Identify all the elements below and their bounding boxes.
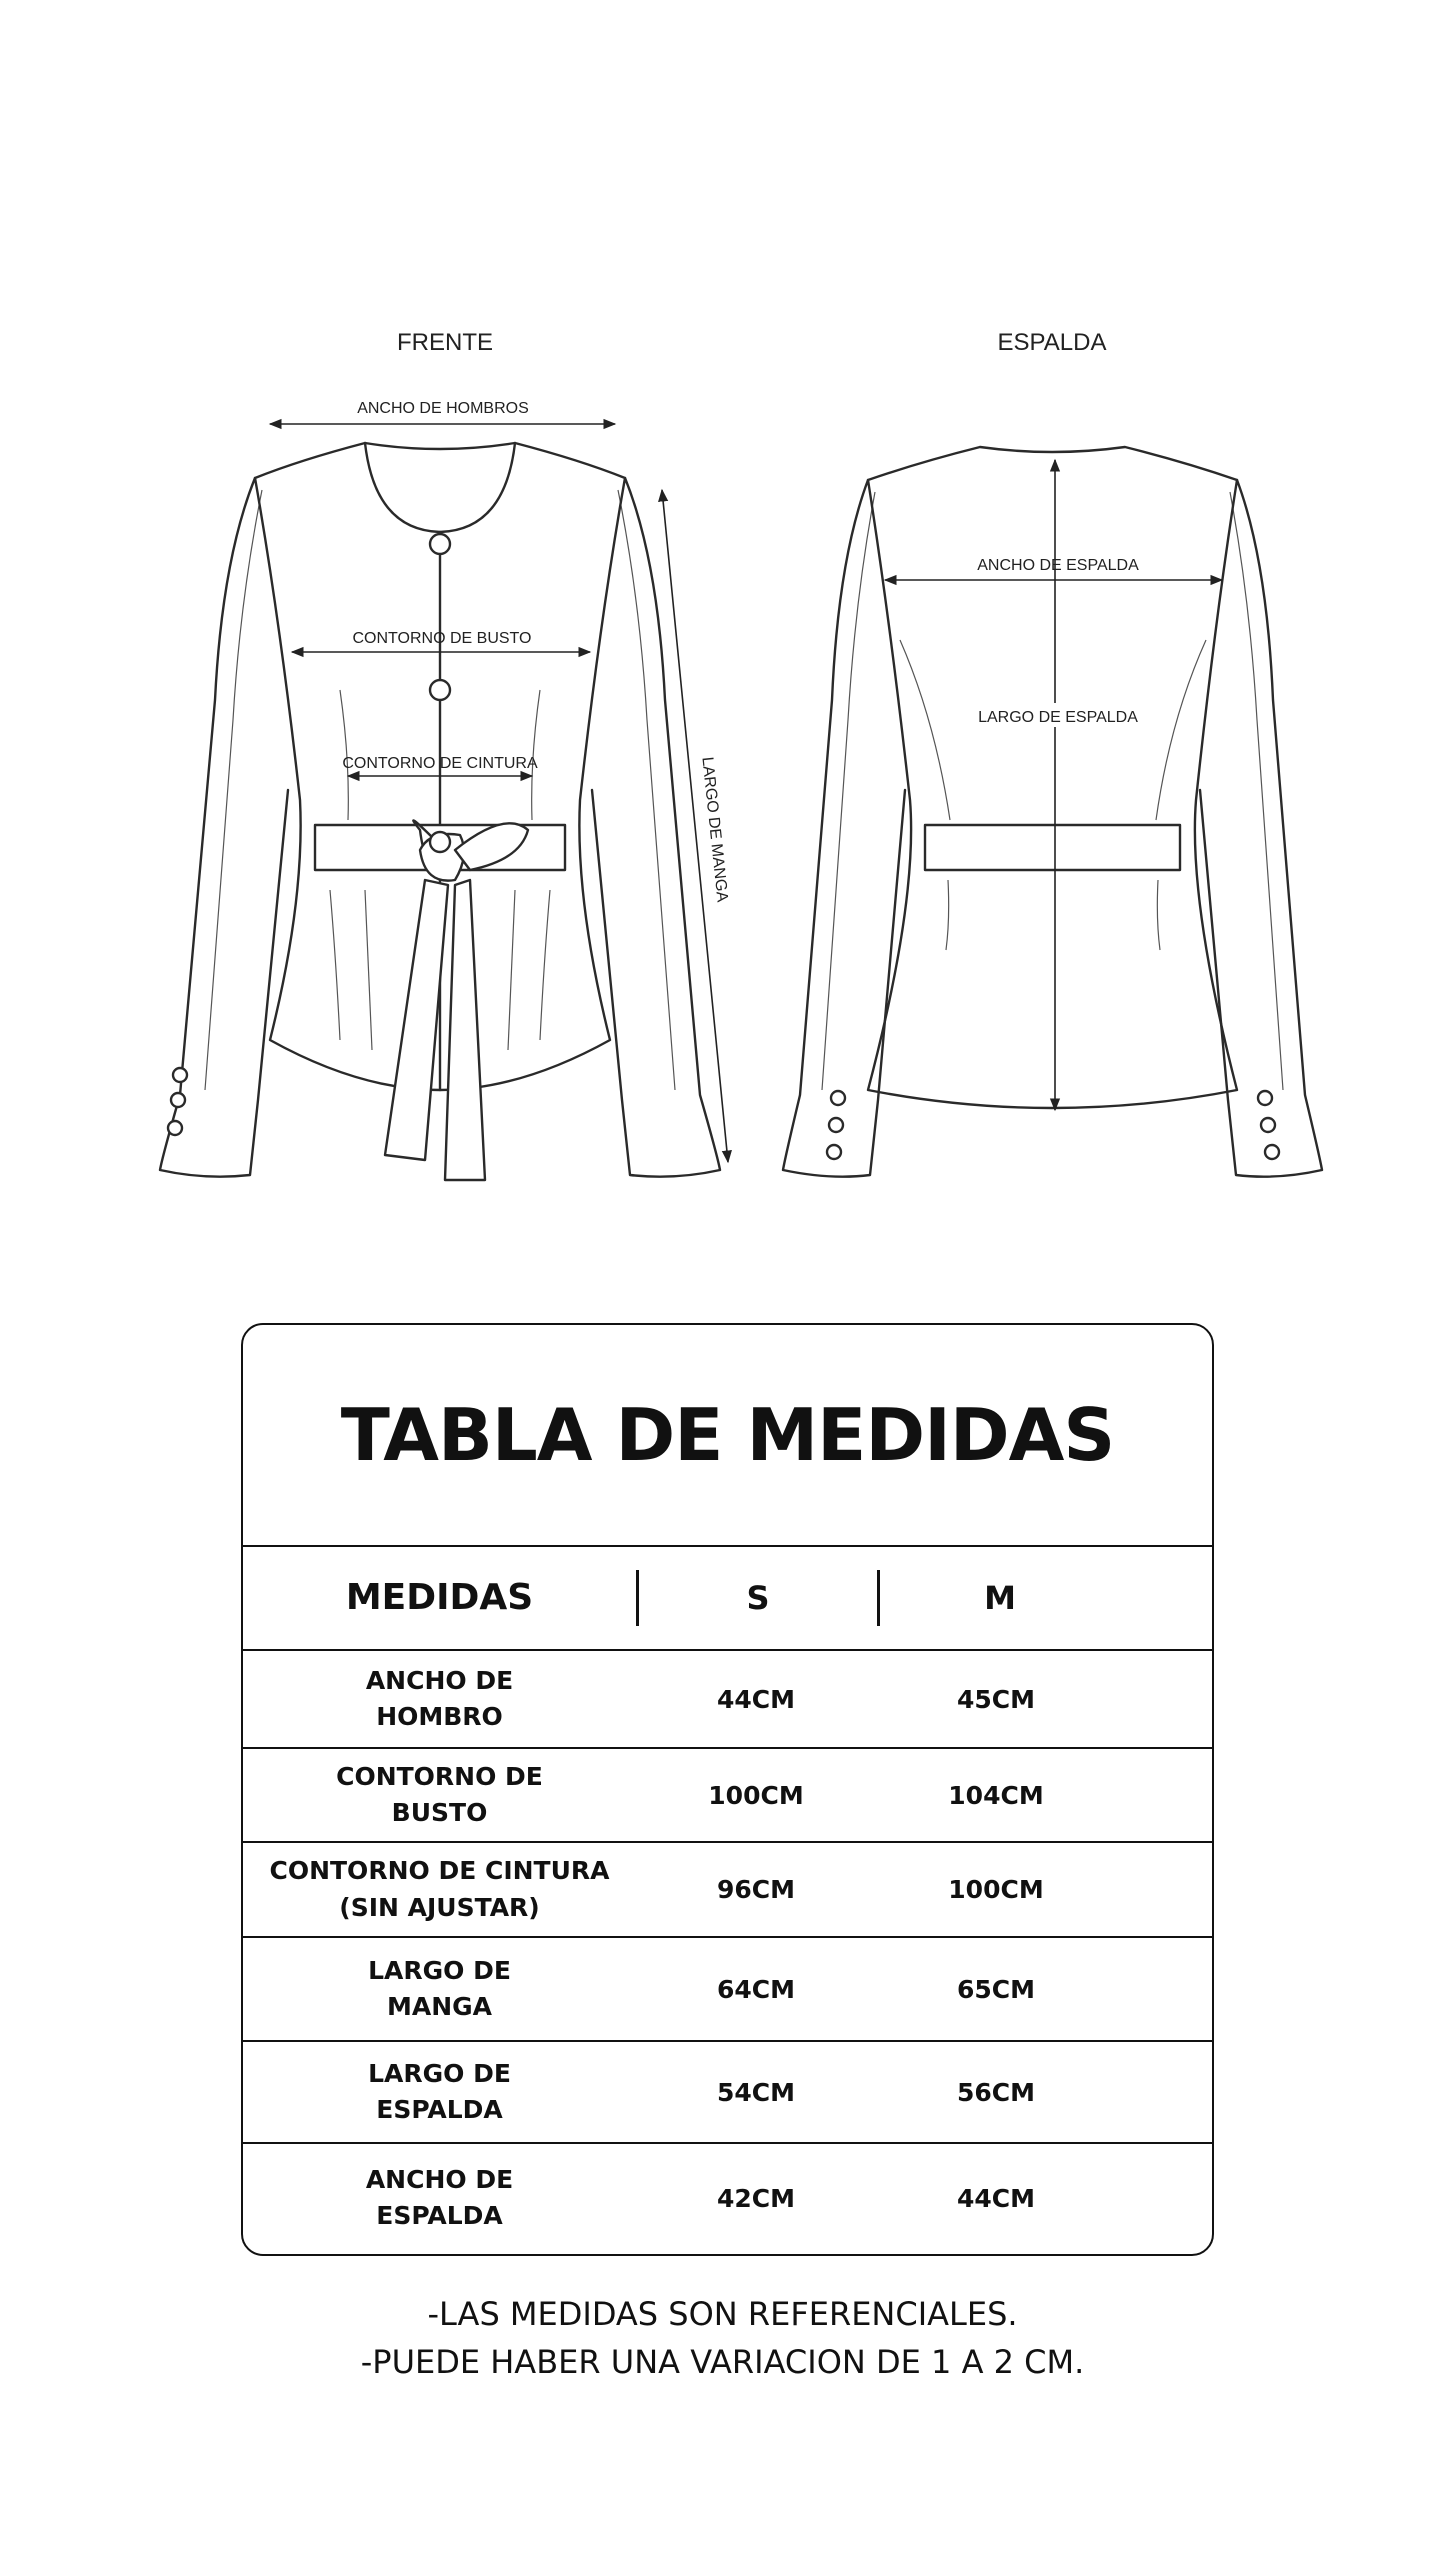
cell-size-s: 54CM (716, 2077, 795, 2107)
table-row (243, 1938, 1212, 2042)
row-label: ANCHO DE ESPALDA (365, 2164, 514, 2230)
footnotes (0, 2290, 1445, 2386)
header-size-s: S (746, 1579, 770, 1617)
cell-size-m: 100CM (948, 1875, 1044, 1904)
table-row (243, 2042, 1212, 2144)
cell-size-m: 44CM (956, 2183, 1035, 2213)
dim-waist: CONTORNO DE CINTURA (342, 755, 538, 772)
row-label: CONTORNO DE BUSTO (336, 1761, 543, 1827)
note-referential: -LAS MEDIDAS SON REFERENCIALES. (427, 2295, 1018, 2333)
table-row (243, 1843, 1212, 1938)
dim-bust: CONTORNO DE BUSTO (352, 630, 532, 647)
front-view-label: FRENTE (397, 329, 493, 356)
cell-size-s: 100CM (708, 1780, 804, 1810)
garment-diagram (0, 0, 1445, 1260)
size-table (241, 1323, 1214, 2256)
cell-size-m: 104CM (948, 1780, 1044, 1810)
cell-size-m: 56CM (956, 2077, 1035, 2107)
dim-shoulder-width: ANCHO DE HOMBROS (357, 400, 529, 417)
row-label: ANCHO DE HOMBRO (365, 1665, 514, 1731)
table-title: TABLA DE MEDIDAS (243, 1325, 1212, 1547)
table-header-row (243, 1547, 1212, 1651)
note-variation: -PUEDE HABER UNA VARIACION DE 1 A 2 CM. (360, 2343, 1085, 2381)
header-measures: MEDIDAS (345, 1576, 534, 1618)
cell-size-s: 44CM (716, 1684, 795, 1714)
table-row (243, 2144, 1212, 2252)
dim-sleeve-length: LARGO DE MANGA (698, 756, 731, 903)
dim-back-length: LARGO DE ESPALDA (978, 709, 1138, 726)
cell-size-m: 45CM (956, 1684, 1035, 1714)
table-row (243, 1651, 1212, 1749)
row-label: LARGO DE MANGA (368, 1955, 511, 2021)
cell-size-m: 65CM (956, 1974, 1035, 2004)
cell-size-s: 64CM (716, 1974, 795, 2004)
back-view-label: ESPALDA (997, 329, 1107, 356)
row-label: CONTORNO DE CINTURA (SIN AJUSTAR) (269, 1856, 610, 1922)
cell-size-s: 96CM (716, 1875, 795, 1904)
dim-back-width: ANCHO DE ESPALDA (977, 557, 1139, 574)
row-label: LARGO DE ESPALDA (368, 2058, 511, 2124)
front-jacket-drawing (160, 443, 720, 1180)
header-size-m: M (984, 1579, 1016, 1617)
cell-size-s: 42CM (716, 2183, 795, 2213)
table-row (243, 1749, 1212, 1843)
